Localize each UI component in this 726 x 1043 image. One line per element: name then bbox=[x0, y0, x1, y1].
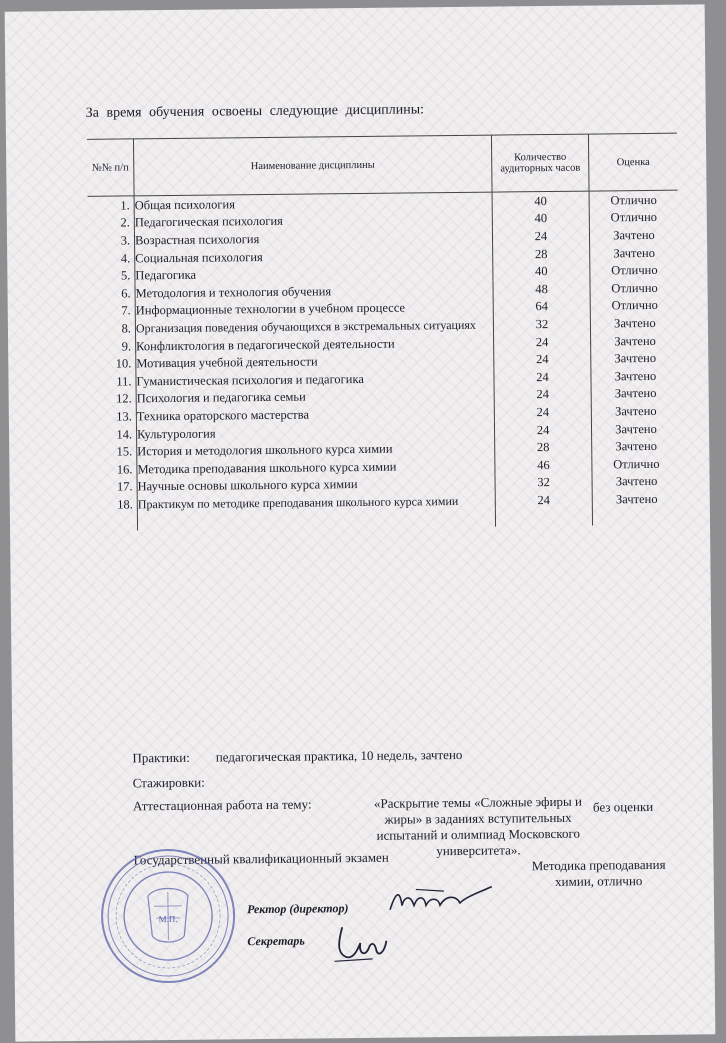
row-hours: 24 bbox=[495, 491, 592, 510]
row-num: 1. bbox=[88, 196, 135, 215]
row-hours: 40 bbox=[493, 262, 590, 281]
row-num: 7. bbox=[89, 302, 136, 320]
row-num: 10. bbox=[89, 355, 136, 373]
secretary-signature bbox=[332, 923, 392, 968]
attestation-label: Аттестационная работа на тему: bbox=[132, 796, 312, 814]
row-hours: 46 bbox=[495, 455, 592, 474]
disciplines-table bbox=[87, 133, 681, 531]
row-name: Общая психология bbox=[134, 192, 492, 214]
row-num: 18. bbox=[91, 495, 138, 513]
row-hours: 24 bbox=[494, 350, 591, 369]
row-grade: Зачтено bbox=[614, 333, 656, 348]
row-name: Гуманистическая психология и педагогика bbox=[136, 369, 494, 390]
row-hours: 24 bbox=[494, 420, 591, 439]
row-num: 6. bbox=[88, 284, 135, 302]
row-grade: Зачтено bbox=[614, 386, 657, 401]
row-name: Методика преподавания школьного курса химии bbox=[137, 456, 495, 477]
row-num: 9. bbox=[89, 337, 136, 355]
row-name: Психология и педагогика семьи bbox=[136, 386, 494, 407]
attestation-mark: без оценки bbox=[592, 798, 654, 815]
row-hours: 24 bbox=[494, 385, 591, 404]
row-grade: Отлично bbox=[613, 456, 660, 472]
row-grade: Зачтено bbox=[613, 227, 655, 243]
internship-label: Стажировки: bbox=[132, 774, 205, 791]
row-name: Мотивация учебной деятельности bbox=[136, 351, 494, 372]
row-name: Культурология bbox=[136, 421, 494, 442]
internship-line bbox=[133, 775, 205, 792]
row-name: Научные основы школьного курса химии bbox=[137, 474, 495, 495]
row-grade: Зачтено bbox=[614, 351, 657, 366]
header-num: №№ п/п bbox=[87, 139, 134, 196]
row-num: 2. bbox=[88, 214, 135, 232]
row-name: Организация поведения обучающихся в экстремальных ситуациях bbox=[135, 316, 493, 337]
rector-label: Ректор (директор) bbox=[246, 901, 349, 917]
row-num: 5. bbox=[88, 267, 135, 285]
row-grade: Зачтено bbox=[613, 245, 656, 260]
row-name: Информационные технологии в учебном процессе bbox=[135, 298, 493, 319]
diploma-supplement-page bbox=[5, 4, 716, 1041]
row-name: История и методология школьного курса химии bbox=[137, 439, 495, 460]
exam-label: Государственный квалификационный экзамен bbox=[133, 849, 389, 868]
official-stamp bbox=[97, 845, 238, 986]
row-num: 4. bbox=[88, 249, 135, 267]
row-num: 11. bbox=[89, 372, 136, 390]
row-grade: Зачтено bbox=[615, 421, 657, 436]
row-hours: 40 bbox=[492, 209, 589, 228]
header-name: Наименование дисциплины bbox=[133, 135, 492, 196]
table-header-row bbox=[87, 133, 678, 196]
row-hours: 24 bbox=[494, 368, 591, 387]
practice-label: Практики: bbox=[132, 749, 190, 766]
row-name: Техника ораторского мастерства bbox=[136, 404, 494, 425]
row-hours: 24 bbox=[492, 227, 589, 246]
row-num: 12. bbox=[90, 390, 137, 408]
row-num: 8. bbox=[89, 319, 136, 337]
row-grade: Зачтено bbox=[615, 491, 658, 507]
secretary-label: Секретарь bbox=[247, 933, 305, 949]
row-grade: Зачтено bbox=[615, 438, 658, 454]
row-grade: Отлично bbox=[611, 298, 658, 313]
header-hours: Количество аудиторных часов bbox=[491, 134, 589, 192]
row-name: Практикум по методике преподавания школьного курса химии bbox=[137, 492, 495, 513]
stamp-text: М.П. bbox=[158, 913, 178, 925]
row-num: 17. bbox=[91, 478, 138, 496]
row-hours: 48 bbox=[493, 280, 590, 299]
row-name: Возрастная психология bbox=[134, 228, 492, 249]
row-grade: Отлично bbox=[610, 192, 657, 208]
row-hours: 24 bbox=[494, 332, 591, 351]
row-num: 14. bbox=[90, 425, 137, 443]
practice-value: педагогическая практика, 10 недель, зачтено bbox=[215, 746, 463, 765]
row-num: 16. bbox=[90, 460, 137, 478]
exam-result: Методика преподавания химии, отлично bbox=[531, 856, 666, 889]
row-grade: Отлично bbox=[611, 263, 658, 278]
row-hours: 40 bbox=[492, 191, 589, 210]
row-hours: 64 bbox=[493, 297, 590, 316]
row-num: 13. bbox=[90, 407, 137, 425]
rector-signature bbox=[386, 883, 496, 920]
row-name: Методология и технология обучения bbox=[135, 281, 493, 302]
row-num: 3. bbox=[88, 232, 135, 250]
row-name: Педагогическая психология bbox=[134, 210, 492, 231]
row-name: Педагогика bbox=[135, 263, 493, 284]
row-hours: 28 bbox=[493, 244, 590, 263]
header-grade: Оценка bbox=[588, 133, 677, 191]
row-name: Конфликтология в педагогической деятельности bbox=[136, 333, 494, 354]
row-grade: Зачтено bbox=[615, 474, 658, 489]
row-grade: Зачтено bbox=[614, 315, 656, 331]
practice-line bbox=[132, 747, 462, 766]
row-grade: Отлично bbox=[610, 210, 658, 225]
page-heading: За время обучения освоены следующие дисциплины: bbox=[85, 102, 425, 121]
row-hours: 32 bbox=[493, 315, 590, 334]
row-hours: 32 bbox=[495, 473, 592, 492]
row-hours: 24 bbox=[494, 403, 591, 422]
row-name: Социальная психология bbox=[135, 245, 493, 266]
row-grade: Отлично bbox=[611, 280, 658, 296]
attestation-topic: «Раскрытие темы «Сложные эфиры и жиры» в заданиях вступительных испытаний и олимпиад Московского университета». bbox=[373, 793, 583, 859]
row-hours: 28 bbox=[495, 438, 592, 457]
row-grade: Зачтено bbox=[614, 403, 657, 419]
row-grade: Зачтено bbox=[614, 368, 657, 384]
row-num: 15. bbox=[90, 443, 137, 461]
